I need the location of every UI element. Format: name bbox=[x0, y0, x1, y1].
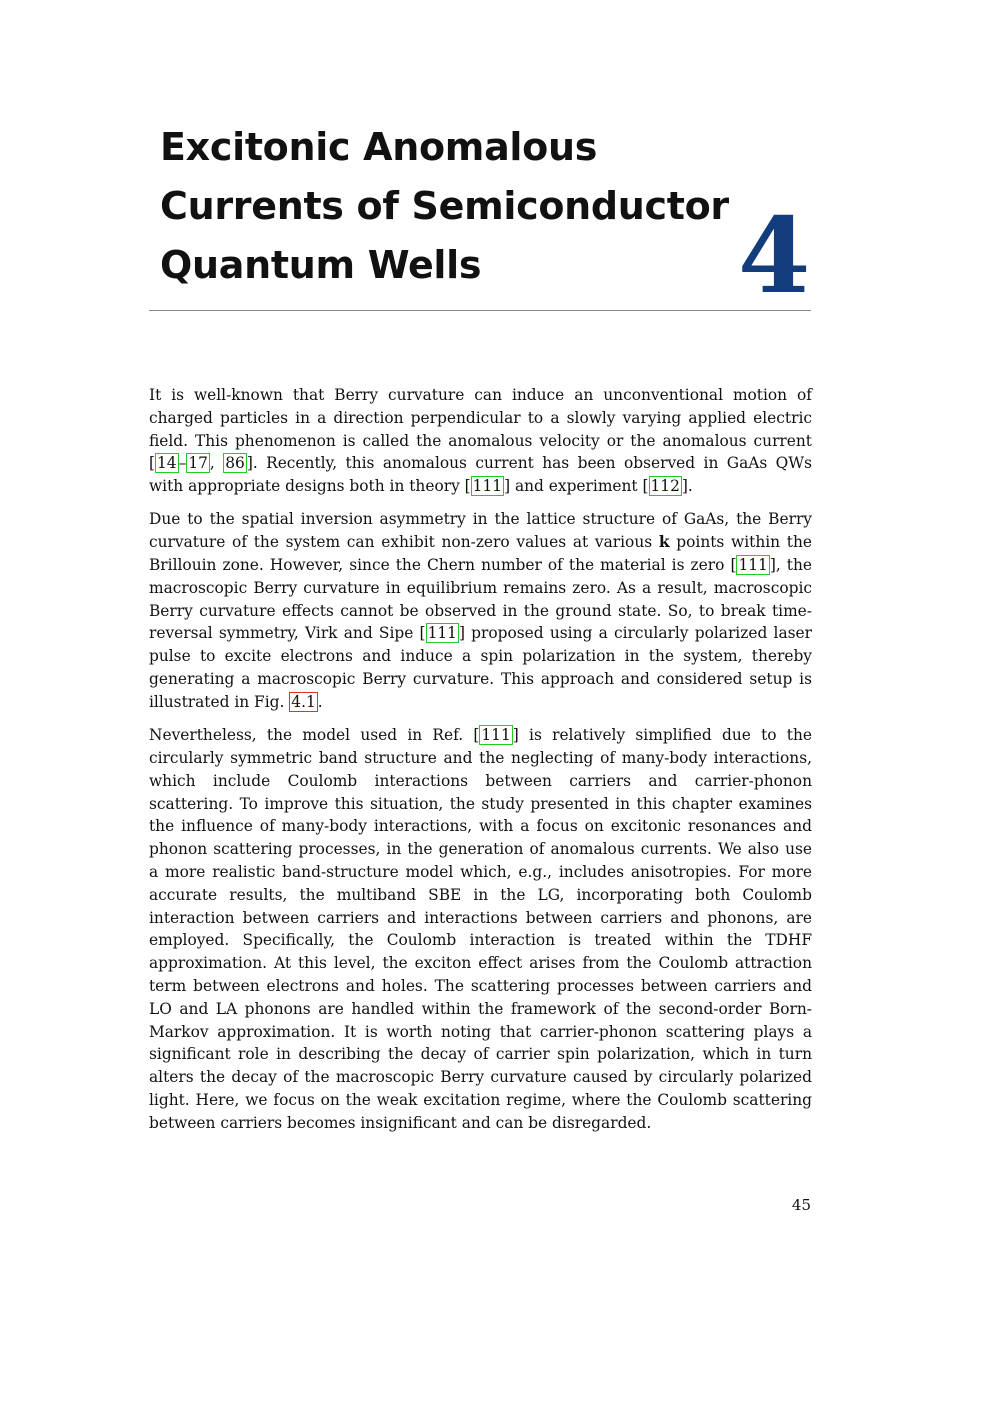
title-divider bbox=[149, 310, 811, 311]
text-run: , bbox=[209, 454, 224, 473]
citation-link[interactable]: 17 bbox=[188, 454, 208, 473]
body-text bbox=[149, 384, 812, 1145]
text-run: Due to the spatial inversion asymmetry in the lattice structure of GaAs, the Berry curvature of the system can exhibit non-zero values at various bbox=[149, 510, 812, 552]
figure-ref-link[interactable]: 4.1 bbox=[291, 692, 316, 711]
citation-link[interactable]: 111 bbox=[481, 726, 511, 745]
text-run: ], the macroscopic Berry curvature in equilibrium remains zero. As a result, macroscopic Berry curvature effects cannot be observed in the ground state. So, to break time-reversal symmetry, Virk and Sipe [ bbox=[149, 556, 812, 643]
text-run: ] and experiment [ bbox=[504, 477, 649, 496]
chapter-number: 4 bbox=[738, 194, 811, 317]
chapter-title-line: Currents of Semiconductor bbox=[160, 184, 729, 228]
text-run: ] proposed using a circularly polarized laser pulse to excite electrons and induce a spin polarization in the system, thereby generating a macroscopic Berry curvature. This approach and considered setup is illustrated in Fig. bbox=[149, 624, 812, 711]
chapter-title-line: Quantum Wells bbox=[160, 243, 482, 287]
bold-symbol: k bbox=[658, 533, 670, 552]
citation-link[interactable]: 111 bbox=[427, 624, 457, 643]
chapter-title bbox=[160, 118, 729, 295]
paragraph bbox=[149, 508, 812, 713]
text-run: points within the Brillouin zone. However, since the Chern number of the material is zero [ bbox=[149, 533, 812, 575]
text-run: ]. Recently, this anomalous current has been observed in GaAs QWs with appropriate designs both in theory [ bbox=[149, 454, 812, 496]
citation-link[interactable]: 111 bbox=[738, 556, 768, 575]
text-run: Nevertheless, the model used in Ref. [ bbox=[149, 726, 480, 745]
text-run: – bbox=[178, 454, 187, 473]
citation-link[interactable]: 86 bbox=[225, 454, 245, 473]
citation-link[interactable]: 14 bbox=[157, 454, 177, 473]
chapter-title-line: Excitonic Anomalous bbox=[160, 125, 598, 169]
text-run: ]. bbox=[681, 477, 693, 496]
page-number: 45 bbox=[791, 1196, 811, 1214]
text-run: It is well-known that Berry curvature can induce an unconventional motion of charged particles in a direction perpendicular to a slowly varying applied electric field. This phenomenon is called the anomalous velocity or the anomalous current [ bbox=[149, 386, 812, 473]
paragraph bbox=[149, 384, 812, 498]
text-run: ] is relatively simplified due to the circularly symmetric band structure and the neglecting of many-body interactions, which include Coulomb interactions between carriers and carrier-phonon scattering. To improve this situation, the study presented in this chapter examines the influence of many-body interactions, with a focus on excitonic resonances and phonon scattering processes, in the generation of anomalous currents. We also use a more realistic band-structure model which, e.g., includes anisotropies. For more accurate results, the multiband SBE in the LG, incorporating both Coulomb interaction between carriers and interactions between carriers and phonons, are employed. Specifically, the Coulomb interaction is treated within the TDHF approximation. At this level, the exciton effect arises from the Coulomb attraction term between electrons and holes. The scattering processes between carriers and LO and LA phonons are handled within the framework of the second-order Born-Markov approximation. It is worth noting that carrier-phonon scattering plays a significant role in describing the decay of carrier spin polarization, which in turn alters the decay of the macroscopic Berry curvature caused by circularly polarized light. Here, we focus on the weak excitation regime, where the Coulomb scattering between carriers becomes insignificant and can be disregarded. bbox=[149, 726, 812, 1132]
citation-link[interactable]: 112 bbox=[650, 477, 680, 496]
text-run: . bbox=[317, 692, 323, 711]
citation-link[interactable]: 111 bbox=[472, 477, 503, 496]
paragraph bbox=[149, 724, 812, 1134]
